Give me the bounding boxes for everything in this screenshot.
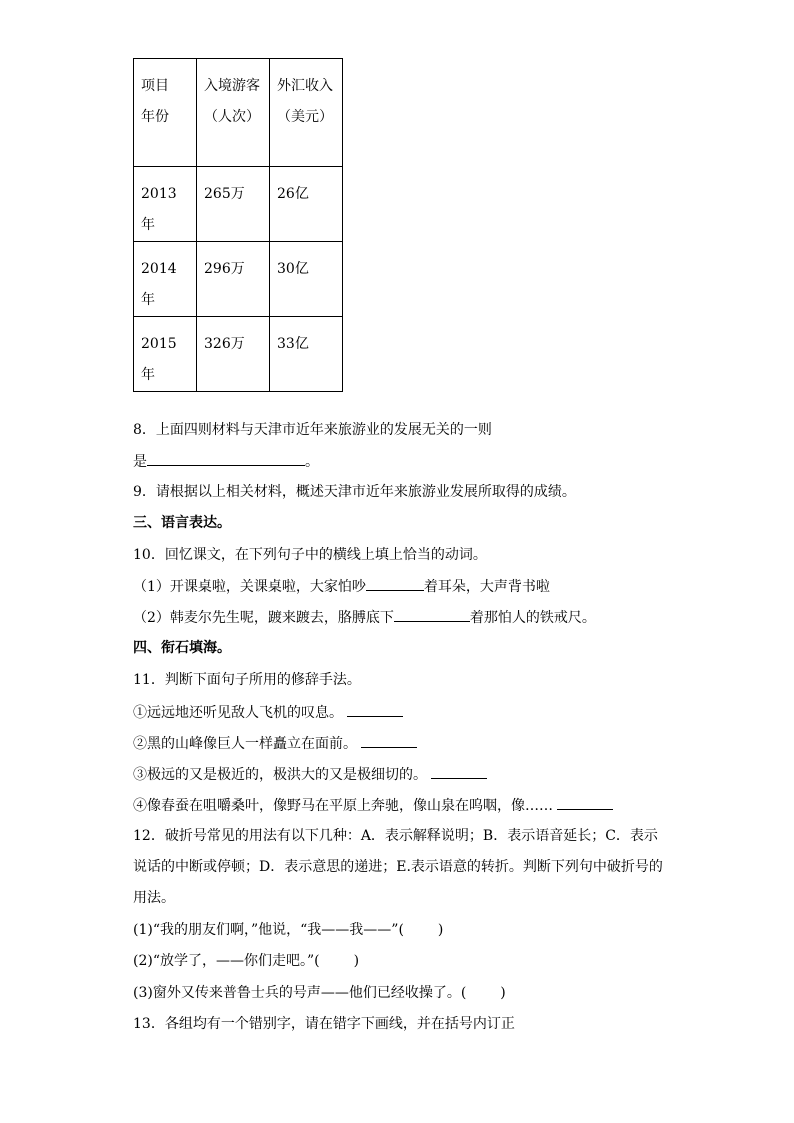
tourism-data-table [133,58,343,392]
table-row [134,167,343,242]
header-cell-visitors: 入境游客 （人次） [197,59,270,167]
answer-blank[interactable] [394,607,470,622]
table-cell: 296万 [197,242,270,317]
table-cell: 30亿 [270,242,343,317]
section-heading-3: 三、语言表达。 [133,515,231,531]
table-header-row [134,59,343,167]
table-cell: 2015年 [134,317,197,392]
question-9: 9．请根据以上相关材料，概述天津市近年来旅游业发展所取得的成绩。 [133,484,576,500]
header-cell-income: 外汇收入 （美元） [270,59,343,167]
question-11-item-4: ④像春蚕在咀嚼桑叶，像野马在平原上奔驰，像山泉在呜咽，像…… [133,795,613,816]
question-11-item-2: ②黑的山峰像巨人一样矗立在面前。 [133,733,417,754]
question-11-item-3: ③极远的又是极近的，极洪大的又是极细切的。 [133,764,487,785]
question-13: 13．各组均有一个错别字，请在错字下画线，并在括号内订正 [133,1016,515,1032]
answer-blank[interactable] [431,764,487,779]
question-11-stem: 11．判断下面句子所用的修辞手法。 [133,672,361,688]
answer-blank[interactable] [361,733,417,748]
table-cell: 26亿 [270,167,343,242]
table-row [134,242,343,317]
question-8-answer-line: 是 。 [133,451,319,472]
question-12-line3: 用法。 [133,890,175,906]
question-12-line2: 说话的中断或停顿；D．表示意思的递进；E.表示语意的转折。判断下列句中破折号的 [133,859,663,875]
table-cell: 2014年 [134,242,197,317]
answer-blank[interactable] [147,451,305,466]
question-12-item-1: (1)“我的朋友们啊，”他说，“我——我——”( ) [133,922,444,938]
header-cell-item-year: 项目 年份 [134,59,197,167]
table-cell: 33亿 [270,317,343,392]
table-row [134,317,343,392]
answer-blank[interactable] [347,702,403,717]
table-cell: 2013年 [134,167,197,242]
question-10-item-2: （2）韩麦尔先生呢，踱来踱去，胳膊底下 着那怕人的铁戒尺。 [133,607,596,628]
table-cell: 265万 [197,167,270,242]
answer-blank[interactable] [557,795,613,810]
table-cell: 326万 [197,317,270,392]
question-11-item-1: ①远远地还听见敌人飞机的叹息。 [133,702,403,723]
question-12-line1: 12．破折号常见的用法有以下几种：A．表示解释说明；B．表示语音延长；C．表示 [133,828,658,844]
question-12-item-2: (2)“放学了，——你们走吧。”( ) [133,953,360,969]
question-12-item-3: (3)窗外又传来普鲁士兵的号声——他们已经收操了。( ) [133,985,506,1001]
answer-blank[interactable] [366,576,424,591]
section-heading-4: 四、衔石填海。 [133,640,231,656]
question-10-stem: 10．回忆课文，在下列句子中的横线上填上恰当的动词。 [133,547,487,563]
question-8-line1: 8．上面四则材料与天津市近年来旅游业的发展无关的一则 [133,422,492,438]
question-10-item-1: （1）开课桌啦，关课桌啦，大家怕吵 着耳朵，大声背书啦 [133,576,550,597]
